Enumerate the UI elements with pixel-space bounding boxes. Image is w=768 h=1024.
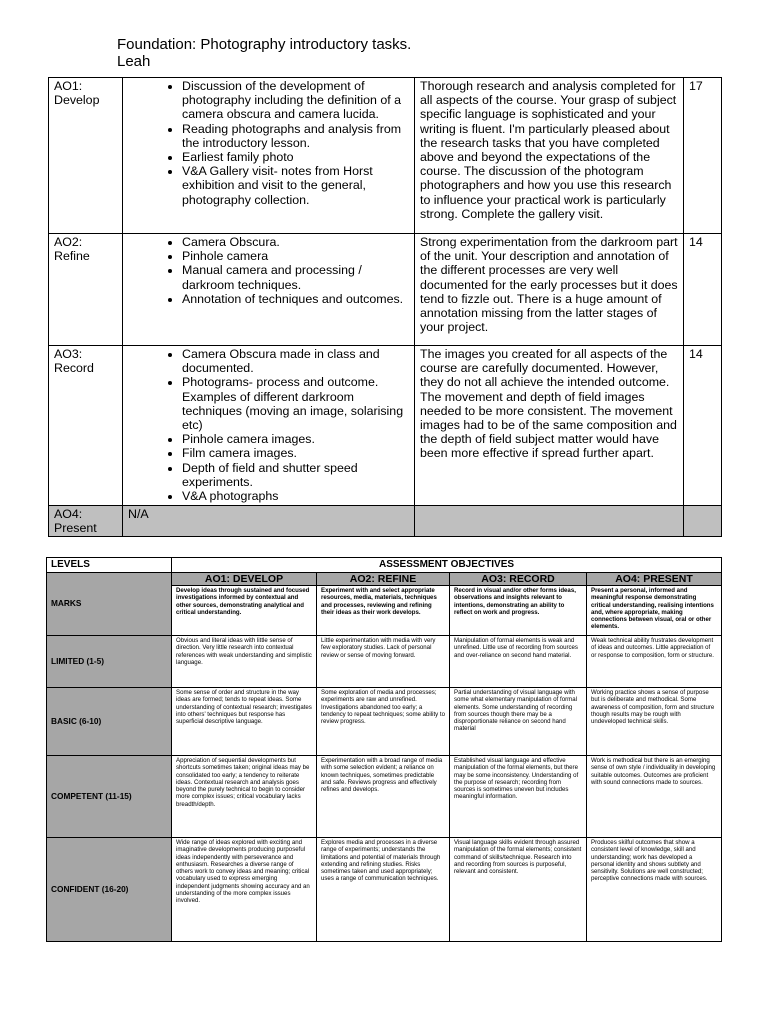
rubric-columns-row (47, 573, 722, 586)
level-label: COMPETENT (11-15) (47, 756, 172, 838)
task-item: • Pinhole camera images. (182, 432, 409, 446)
task-row (49, 234, 722, 346)
task-list-cell (123, 346, 415, 506)
task-list-cell: N/A (123, 506, 415, 537)
document-header (117, 36, 411, 70)
tasks-table (48, 77, 722, 537)
task-item: • Pinhole camera (182, 249, 409, 263)
rubric-cell: Partial understanding of visual language with some what elementary manipulation of formal elements. Some understanding of recording from sources though there may be a disproportionate reliance on second hand material (450, 688, 587, 756)
level-label: LIMITED (1-5) (47, 636, 172, 688)
column-header: AO3: RECORD (450, 573, 587, 586)
levels-header: LEVELS (47, 558, 172, 573)
task-list-cell (123, 78, 415, 234)
rubric-cell: Appreciation of sequential developments but shortcuts sometimes taken; original ideas may be consolidated too early; a tendency to reiterate ideas. Contextual research and analysis goes beyond the purely technical to begin to consider more complex issues; critical vocabulary lacks breadth/depth. (172, 756, 317, 838)
level-label: CONFIDENT (16-20) (47, 838, 172, 942)
column-header: AO2: REFINE (317, 573, 450, 586)
task-item: • Depth of field and shutter speed experiments. (182, 461, 409, 489)
ao-label: AO4: Present (49, 506, 123, 537)
task-row (49, 346, 722, 506)
ao-label: AO1: Develop (49, 78, 123, 234)
task-item: • Reading photographs and analysis from the introductory lesson. (182, 122, 409, 150)
rubric-cell: Experiment with and select appropriate resources, media, materials, techniques and processes, reviewing and refining their ideas as their work develops. (317, 586, 450, 636)
ao-label: AO2: Refine (49, 234, 123, 346)
level-label: BASIC (6-10) (47, 688, 172, 756)
task-item: • Camera Obscura made in class and documented. (182, 347, 409, 375)
objectives-header: ASSESSMENT OBJECTIVES (172, 558, 722, 573)
teacher-feedback: Strong experimentation from the darkroom part of the unit. Your description and annotation of the different processes are very well documented for the early processes but it does tend to fizzle out. There is a huge amount of annotation missing from the latter stages of your project. (415, 234, 684, 346)
rubric-cell: Obvious and literal ideas with little sense of direction. Very little research into contextual references with weak understanding and simplistic language. (172, 636, 317, 688)
task-item: • Camera Obscura. (182, 235, 409, 249)
column-header: AO4: PRESENT (587, 573, 722, 586)
task-item: • V&A photographs (182, 489, 409, 503)
rubric-cell: Visual language skills evident through assured manipulation of the formal elements; consistent command of skills/technique. Research into and recording from sources is purposeful, relevant and consistent. (450, 838, 587, 942)
task-item: • Photograms- process and outcome. Examples of different darkroom techniques (moving an image, solarising etc) (182, 375, 409, 432)
teacher-feedback (415, 506, 684, 537)
rubric-row (47, 756, 722, 838)
mark (684, 506, 722, 537)
column-header: AO1: DEVELOP (172, 573, 317, 586)
task-row (49, 78, 722, 234)
mark: 14 (684, 234, 722, 346)
task-list (128, 79, 409, 207)
level-label: MARKS (47, 573, 172, 636)
assessment-rubric (46, 557, 722, 942)
rubric-cell: Develop ideas through sustained and focused investigations informed by contextual and other sources, demonstrating analytical and critical understanding. (172, 586, 317, 636)
rubric-cell: Established visual language and effective manipulation of the formal elements, but there may be some inconsistency. Understanding of the purpose of research; recording from sources is sometimes uneven but includes meaningful information. (450, 756, 587, 838)
rubric-cell: Work is methodical but there is an emerging sense of own style / individuality in developing suitable outcomes. Outcomes are proficient with sound connections made to sources. (587, 756, 722, 838)
task-list-cell (123, 234, 415, 346)
rubric-row (47, 636, 722, 688)
rubric-cell: Little experimentation with media with very few exploratory studies. Lack of personal review or sense of moving forward. (317, 636, 450, 688)
task-item: • Discussion of the development of photography including the definition of a camera obscura and camera lucida. (182, 79, 409, 122)
rubric-cell: Present a personal, informed and meaningful response demonstrating critical understanding, realising intentions and, where appropriate, making connections between visual, oral or other elements. (587, 586, 722, 636)
mark: 17 (684, 78, 722, 234)
task-item: • V&A Gallery visit- notes from Horst exhibition and visit to the general, photography collection. (182, 164, 409, 207)
task-item: • Manual camera and processing / darkroom techniques. (182, 263, 409, 291)
header-title: Foundation: Photography introductory tasks. (117, 36, 412, 53)
ao-label: AO3: Record (49, 346, 123, 506)
header-student-name: Leah (117, 53, 151, 70)
rubric-cell: Weak technical ability frustrates development of ideas and outcomes. Little appreciation of or response to composition, form or structure. (587, 636, 722, 688)
teacher-feedback: The images you created for all aspects of the course are carefully documented. However, they do not all achieve the intended outcome. The movement and depth of field images needed to be more consistent. The movement images had to be of the same composition and the depth of field subject matter would have been more effective if spread further apart. (415, 346, 684, 506)
task-list (128, 235, 409, 306)
task-item: • Earliest family photo (182, 150, 409, 164)
task-item: • Film camera images. (182, 446, 409, 460)
teacher-feedback: Thorough research and analysis completed for all aspects of the course. Your grasp of subject specific language is sophisticated and your writing is fluent. I'm particularly pleased about the research tasks that you have completed above and beyond the expectations of the course. The discussion of the photogram photographers and how you use this research to influence your practical work is particularly strong. Complete the gallery visit. (415, 78, 684, 234)
rubric-cell: Manipulation of formal elements is weak and unrefined. Little use of recording from sources and over-reliance on second hand material. (450, 636, 587, 688)
rubric-cell: Explores media and processes in a diverse range of experiments; understands the limitations and potential of materials through extending and refining studies. Risks sometimes taken and used appropriately; uses a range of communication techniques. (317, 838, 450, 942)
rubric-header-row (47, 558, 722, 573)
rubric-row (47, 688, 722, 756)
task-row (49, 506, 722, 537)
rubric-row (47, 838, 722, 942)
mark: 14 (684, 346, 722, 506)
rubric-cell: Produces skilful outcomes that show a consistent level of knowledge, skill and understanding; work has developed a personal identity and shows subtlety and sensitivity. Solutions are well constructed; perceptive connections made with sources. (587, 838, 722, 942)
rubric-cell: Some sense of order and structure in the way ideas are formed; tends to repeat ideas. Some understanding of contextual research; investigates into others' techniques but response has superficial descriptive language. (172, 688, 317, 756)
task-list (128, 347, 409, 503)
rubric-cell: Record in visual and/or other forms ideas, observations and insights relevant to intentions, demonstrating an ability to reflect on work and progress. (450, 586, 587, 636)
rubric-cell: Wide range of ideas explored with exciting and imaginative developments producing purposeful ideas independently with perseverance and enthusiasm. Researches a diverse range of others work to convey ideas and meaning; critical vocabulary used to express emerging independent judgments showing accuracy and an understanding of the more complex issues involved. (172, 838, 317, 942)
rubric-cell: Working practice shows a sense of purpose but is deliberate and methodical. Some awareness of composition, form and structure though results may be rough with undeveloped technical skills. (587, 688, 722, 756)
task-item: • Annotation of techniques and outcomes. (182, 292, 409, 306)
rubric-cell: Experimentation with a broad range of media with some selection evident; a reliance on known techniques, sometimes predictable and safe. Reviews progress and effectively refines and develops. (317, 756, 450, 838)
rubric-cell: Some exploration of media and processes; experiments are raw and unrefined. Investigations abandoned too early; a tendency to repeat techniques; some ability to review progress. (317, 688, 450, 756)
